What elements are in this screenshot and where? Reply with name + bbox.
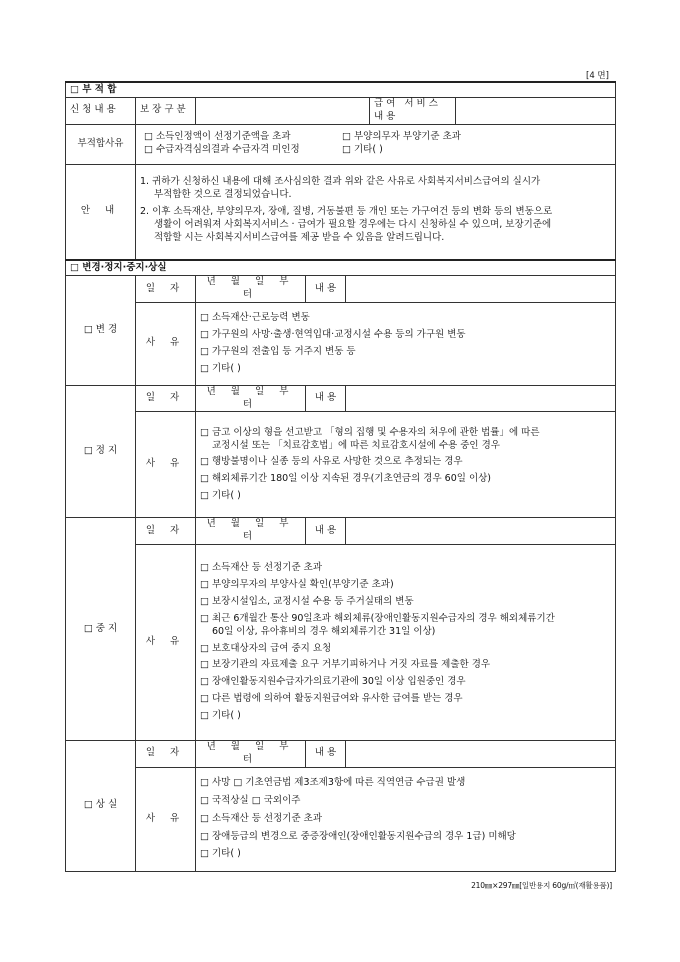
content-field[interactable] bbox=[346, 518, 616, 545]
reason-not-eligible[interactable]: □ 수급자격심의결과 수급자격 미인정 bbox=[144, 144, 300, 156]
content-label: 내 용 bbox=[306, 518, 346, 545]
stop-reason-item-cont: 60일 이상, 유아휴비의 경우 해외체류기간 31일 이상) bbox=[212, 625, 436, 637]
notice-label: 안 내 bbox=[66, 164, 136, 260]
suspend-reason-item[interactable]: □ 기타( ) bbox=[200, 490, 241, 502]
suspend-reason-item[interactable]: □ 행방불명이나 실종 등의 사유로 사망한 것으로 추정되는 경우 bbox=[200, 456, 463, 468]
reason-label: 사 유 bbox=[136, 412, 196, 518]
reason-income-exceeds[interactable]: □ 소득인정액이 선정기준액을 초과 bbox=[144, 131, 291, 143]
date-label: 일 자 bbox=[136, 518, 196, 545]
loss-group-title: □ 상 실 bbox=[66, 741, 136, 872]
date-field[interactable]: 년 월 일 부터 bbox=[196, 385, 306, 412]
change-reason-item[interactable]: □ 소득재산·근로능력 변동 bbox=[200, 312, 310, 324]
suspend-group-title: □ 정 지 bbox=[66, 385, 136, 518]
stop-reason-item[interactable]: □ 기타( ) bbox=[200, 709, 241, 721]
unqualified-section-title: □ 부 적 합 bbox=[66, 82, 616, 98]
change-reason-item[interactable]: □ 기타( ) bbox=[200, 362, 241, 374]
reason-support-exceeds[interactable]: □ 부양의무자 부양기준 초과 bbox=[342, 131, 461, 143]
notice-2: 2. 이후 소득재산, 부양의무자, 장애, 질병, 거동불편 등 개인 또는 가구여건 등의 변화 등의 변동으로 생활이 어려워져 사회복지서비스 · 급여가 필요할 경우에는 다시 신청하실 수 있으며, 보장기준에 적합할 시는 사회복지서비스급여를 제공 받을 수 있음을 알려드립니다. bbox=[140, 206, 553, 244]
suspend-reason-item[interactable]: □ 해외체류기간 180일 이상 지속된 경우(기초연금의 경우 60일 이상) bbox=[200, 473, 492, 485]
benefit-service-label: 급여 서비스내용 bbox=[370, 98, 456, 125]
stop-reason-item[interactable]: □ 보호대상자의 급여 중지 요청 bbox=[200, 642, 332, 654]
protection-type-value[interactable] bbox=[196, 98, 370, 125]
loss-reason-item[interactable]: □ 사망 □ 기초연금법 제3조제3항에 따른 직역연금 수급권 발생 bbox=[200, 777, 466, 789]
reason-other[interactable]: □ 기타( ) bbox=[342, 144, 383, 156]
loss-reason-item[interactable]: □ 기타( ) bbox=[200, 848, 241, 860]
content-label: 내 용 bbox=[306, 276, 346, 303]
reason-label: 사 유 bbox=[136, 545, 196, 741]
change-reason-item[interactable]: □ 가구원의 전출입 등 거주지 변동 등 bbox=[200, 345, 356, 357]
result-notice-form bbox=[65, 81, 616, 872]
suspend-reason-item[interactable]: □ 금고 이상의 형을 선고받고 「형의 집행 및 수용자의 처우에 관한 법률」에 따른 bbox=[200, 426, 540, 438]
loss-reason-item[interactable]: □ 국적상실 □ 국외이주 bbox=[200, 794, 301, 806]
stop-reason-item[interactable]: □ 다른 법령에 의하여 활동지원급여와 유사한 급여를 받는 경우 bbox=[200, 692, 463, 704]
application-content-label: 신청내용 bbox=[66, 98, 136, 125]
reason-label: 사 유 bbox=[136, 767, 196, 871]
stop-reason-item[interactable]: □ 보장기관의 자료제출 요구 거부기피하거나 거짓 자료를 제출한 경우 bbox=[200, 659, 491, 671]
notice-1: 1. 귀하가 신청하신 내용에 대해 조사심의한 결과 위와 같은 사유로 사회복지서비스급여의 실시가 부적합한 것으로 결정되었습니다. bbox=[140, 175, 541, 200]
content-field[interactable] bbox=[346, 276, 616, 303]
benefit-service-value[interactable] bbox=[456, 98, 616, 125]
stop-reason-item[interactable]: □ 소득재산 등 선정기준 초과 bbox=[200, 562, 323, 574]
stop-group-title: □ 중 지 bbox=[66, 518, 136, 741]
loss-reason-item[interactable]: □ 장애등급의 변경으로 중증장애인(장애인활동지원수급의 경우 1급) 미해당 bbox=[200, 830, 516, 842]
protection-type-label: 보장구분 bbox=[136, 98, 196, 125]
date-label: 일 자 bbox=[136, 741, 196, 768]
stop-reason-item[interactable]: □ 부양의무자의 부양사실 확인(부양기준 초과) bbox=[200, 579, 394, 591]
unqualified-reason-label: 부적합사유 bbox=[66, 124, 136, 164]
content-field[interactable] bbox=[346, 385, 616, 412]
page-number: [4 면] bbox=[586, 71, 609, 81]
date-label: 일 자 bbox=[136, 385, 196, 412]
stop-reason-item[interactable]: □ 장애인활동지원수급자가의료기관에 30일 이상 입원중인 경우 bbox=[200, 676, 466, 688]
content-label: 내 용 bbox=[306, 385, 346, 412]
reason-label: 사 유 bbox=[136, 302, 196, 385]
date-field[interactable]: 년 월 일 부터 bbox=[196, 276, 306, 303]
change-group-title: □ 변 경 bbox=[66, 276, 136, 386]
change-reason-item[interactable]: □ 가구원의 사망·출생·현역입대·교정시설 수용 등의 가구원 변동 bbox=[200, 328, 466, 340]
stop-reason-item[interactable]: □ 최근 6개월간 통산 90일초과 해외체류(장애인활동지원수급자의 경우 해외체류기간 bbox=[200, 612, 555, 624]
date-field[interactable]: 년 월 일 부터 bbox=[196, 518, 306, 545]
change-section-title: □ 변경·정지·중지·상실 bbox=[66, 260, 616, 276]
content-label: 내 용 bbox=[306, 741, 346, 768]
stop-reason-item[interactable]: □ 보장시설입소, 교정시설 수용 등 주거실태의 변동 bbox=[200, 596, 414, 608]
date-field[interactable]: 년 월 일 부터 bbox=[196, 741, 306, 768]
date-label: 일 자 bbox=[136, 276, 196, 303]
paper-spec-footer: 210㎜×297㎜[일반용지 60g/㎡(재활용품)] bbox=[471, 881, 612, 890]
content-field[interactable] bbox=[346, 741, 616, 768]
loss-reason-item[interactable]: □ 소득재산 등 선정기준 초과 bbox=[200, 812, 323, 824]
suspend-reason-item-cont: 교정시설 또는 「치료감호법」에 따른 치료감호시설에 수용 중인 경우 bbox=[212, 439, 500, 451]
